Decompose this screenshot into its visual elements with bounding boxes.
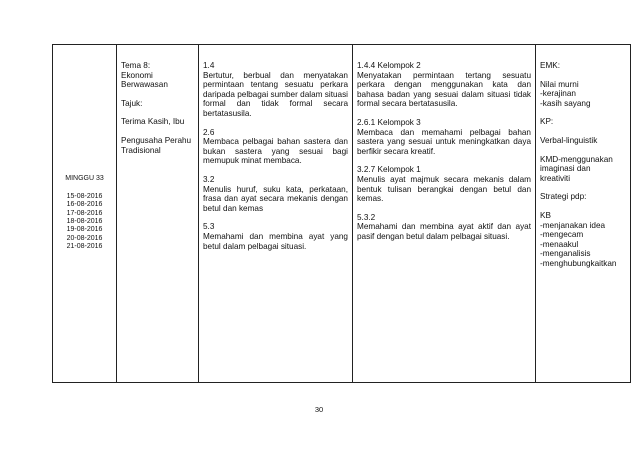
- kb-item: -menaakul: [540, 239, 579, 249]
- date-item: 17-08-2016: [66, 209, 103, 217]
- learning-code: 5.3.2: [357, 212, 376, 222]
- date-item: 20-08-2016: [66, 234, 103, 242]
- learning-text: Menyatakan permintaan tertang sesuatu perkara dengan menggunakan kata dan bahasa badan yang sesuai dalam situasi tidak formal secara bertatasusila.: [357, 70, 531, 109]
- learning-item: [357, 118, 531, 156]
- standard-item: [203, 222, 348, 251]
- emk-title: EMK:: [540, 61, 561, 70]
- date-item: 21-08-2016: [66, 243, 103, 251]
- page-number: 30: [314, 405, 324, 414]
- emk-subtitle: Nilai murni: [540, 79, 579, 89]
- standard-code: 1.4: [203, 61, 215, 70]
- standard-text: Menulis huruf, suku kata, perkataan, frasa dan ayat secara mekanis dengan betul dan kemas: [203, 184, 348, 213]
- emk-item: -kasih sayang: [540, 98, 591, 108]
- standard-item: [203, 175, 348, 213]
- title-value: Pengusaha Perahu Tradisional: [121, 135, 192, 155]
- learning-item: [357, 213, 531, 242]
- emk-group: [540, 80, 626, 109]
- theme-cell: [117, 45, 199, 383]
- emk-item: -kerajinan: [540, 89, 576, 99]
- week-dates: [56, 193, 113, 252]
- date-item: 19-08-2016: [66, 226, 103, 234]
- standard-code: 3.2: [203, 174, 215, 184]
- kmd-line: kreativiti: [540, 173, 571, 183]
- table-row: [53, 45, 631, 383]
- learning-code: 3.2.7 Kelompok 1: [357, 165, 421, 175]
- learning-text: Membaca dan memahami pelbagai bahan sastera yang sesuai untuk meningkatkan daya berfikir secara kreatif.: [357, 127, 531, 156]
- theme-label: Tema 8:: [121, 61, 151, 70]
- kb-item: -menghubungkaitkan: [540, 258, 617, 268]
- kmd-group: [540, 155, 626, 184]
- date-item: 18-08-2016: [66, 218, 103, 225]
- learning-standard-cell: [353, 45, 536, 383]
- kmd-line: KMD-menggunakan: [540, 154, 613, 164]
- kb-item: -menganalisis: [540, 249, 591, 259]
- learning-code: 2.6.1 Kelompok 3: [357, 117, 421, 127]
- standard-item: [203, 128, 348, 166]
- lesson-plan-table: [52, 44, 631, 383]
- kb-item: -mengecam: [540, 230, 584, 240]
- strategy-title: Strategi pdp:: [540, 192, 587, 202]
- week-label: MINGGU 33: [65, 175, 104, 183]
- kmd-line: imaginasi dan: [540, 164, 591, 174]
- title-value: Terima Kasih, Ibu: [121, 117, 185, 127]
- date-item: 15-08-2016: [66, 192, 103, 200]
- standard-code: 5.3: [203, 222, 215, 232]
- kb-item: -menjanakan idea: [540, 220, 606, 230]
- learning-text: Menulis ayat majmuk secara mekanis dalam bentuk tulisan berangkai dengan betul dan kemas.: [357, 174, 531, 204]
- learning-code: 1.4.4 Kelompok 2: [357, 61, 421, 70]
- content-standard-cell: [199, 45, 353, 383]
- elements-cell: [536, 45, 631, 383]
- learning-item: [357, 61, 531, 109]
- kp-title: KP:: [540, 117, 554, 127]
- kp-value: Verbal-linguistik: [540, 135, 598, 145]
- learning-text: Memahami dan membina ayat aktif dan ayat pasif dengan betul dalam pelbagai situasi.: [357, 222, 531, 241]
- theme-value: Ekonomi Berwawasan: [121, 70, 168, 90]
- standard-text: Memahami dan membina ayat yang betul dalam pelbagai situasi.: [203, 231, 348, 251]
- week-cell: [53, 45, 117, 383]
- standard-code: 2.6: [203, 127, 215, 137]
- kb-group: [540, 211, 626, 269]
- date-item: 16-08-2016: [66, 201, 103, 209]
- kb-title: KB: [540, 210, 551, 220]
- standard-text: Membaca pelbagai bahan sastera dan bukan sastera yang sesuai bagi memupuk minat membaca.: [203, 137, 348, 166]
- standard-text: Bertutur, berbual dan menyatakan permintaan tentang sesuatu perkara daripada pelbagai sumber dalam situasi formal dan tidak formal secara bertatasusila.: [203, 70, 348, 118]
- standard-item: [203, 61, 348, 119]
- title-label: Tajuk:: [121, 98, 143, 108]
- learning-item: [357, 165, 531, 203]
